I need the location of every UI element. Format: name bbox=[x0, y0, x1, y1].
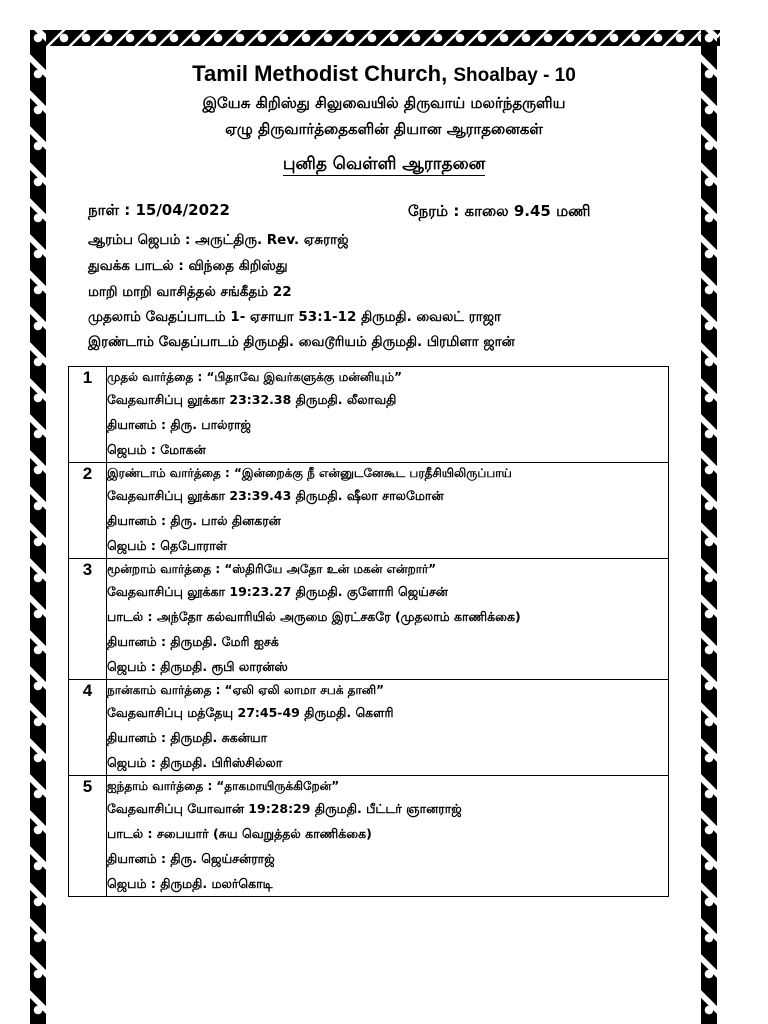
scripture-reading: வேதவாசிப்பு யோவான் 19:28:29 திருமதி. பீட்டர் ஞானராஜ் bbox=[107, 801, 462, 816]
first-reading: முதலாம் வேதப்பாடம் 1- ஏசாயா 53:1-12 திருமதி. வைலட் ராஜா bbox=[88, 309, 502, 325]
word-details bbox=[107, 559, 669, 680]
ornamental-border-top bbox=[34, 30, 720, 46]
word-number: 1 bbox=[69, 367, 107, 463]
word-title: முதல் வார்த்தை : “பிதாவே இவர்களுக்கு மன்னியும்” bbox=[107, 370, 403, 384]
word-details bbox=[107, 367, 669, 463]
scripture-reading: வேதவாசிப்பு மத்தேயு 27:45-49 திருமதி. கௌரி bbox=[107, 705, 394, 720]
opening-prayer: ஆரம்ப ஜெபம் : அருட்திரு. Rev. ஏசுராஜ் bbox=[88, 232, 349, 248]
word-details bbox=[107, 776, 669, 897]
prayer: ஜெபம் : திருமதி. பிரிஸ்சில்லா bbox=[107, 755, 283, 770]
song: பாடல் : அந்தோ கல்வாரியில் அருமை இரட்சகரே (முதலாம் காணிக்கை) bbox=[107, 609, 521, 624]
prayer: ஜெபம் : திருமதி. மலர்கொடி bbox=[107, 876, 273, 891]
subtitle-line-2: ஏழு திருவார்த்தைகளின் தியான ஆராதனைகள் bbox=[225, 120, 543, 138]
service-date: நாள் : 15/04/2022 bbox=[88, 201, 230, 219]
prayer: ஜெபம் : மோகன் bbox=[107, 442, 206, 457]
ornamental-border-right bbox=[701, 30, 717, 1024]
meditation: தியானம் : திரு. பால் தினகரன் bbox=[107, 513, 281, 528]
prayer: ஜெபம் : தெபோராள் bbox=[107, 538, 228, 553]
word-number: 4 bbox=[69, 680, 107, 776]
words-table bbox=[68, 366, 669, 897]
table-row bbox=[69, 776, 669, 897]
word-number: 2 bbox=[69, 463, 107, 559]
meditation: தியானம் : திரு. பால்ராஜ் bbox=[107, 417, 251, 432]
scripture-reading: வேதவாசிப்பு லூக்கா 19:23.27 திருமதி. குளோரி ஜெய்சன் bbox=[107, 584, 448, 599]
page-title bbox=[0, 60, 768, 90]
prayer: ஜெபம் : திருமதி. ரூபி லாரன்ஸ் bbox=[107, 659, 288, 674]
meditation: தியானம் : திருமதி. மேரி ஐசக் bbox=[107, 634, 279, 649]
meditation: தியானம் : திருமதி. சுகன்யா bbox=[107, 730, 268, 745]
word-title: நான்காம் வார்த்தை : “ஏலி ஏலி லாமா சபக் தானி” bbox=[107, 683, 385, 697]
service-time: நேரம் : காலை 9.45 மணி bbox=[408, 202, 591, 220]
word-title: இரண்டாம் வார்த்தை : “இன்றைக்கு நீ என்னுடனேகூட பரதீசியிலிருப்பாய் bbox=[107, 466, 512, 480]
scripture-reading: வேதவாசிப்பு லூக்கா 23:39.43 திருமதி. ஷீலா சாலமோன் bbox=[107, 488, 444, 503]
table-row bbox=[69, 559, 669, 680]
table-row bbox=[69, 680, 669, 776]
song: பாடல் : சபையார் (சுய வெறுத்தல் காணிக்கை) bbox=[107, 826, 372, 841]
table-row bbox=[69, 463, 669, 559]
responsive-reading: மாறி மாறி வாசித்தல் சங்கீதம் 22 bbox=[88, 284, 292, 300]
ornamental-border-left bbox=[30, 30, 46, 1024]
word-details bbox=[107, 463, 669, 559]
meditation: தியானம் : திரு. ஜெய்சன்ராஜ் bbox=[107, 851, 275, 866]
church-name: Tamil Methodist Church, bbox=[192, 61, 448, 86]
word-title: மூன்றாம் வார்த்தை : “ஸ்திரியே அதோ உன் மகன் என்றார்” bbox=[107, 562, 437, 576]
subtitle-line-1: இயேசு கிறிஸ்து சிலுவையில் திருவாய் மலர்ந்தருளிய bbox=[202, 94, 566, 112]
opening-song: துவக்க பாடல் : விந்தை கிறிஸ்து bbox=[88, 258, 288, 274]
word-number: 3 bbox=[69, 559, 107, 680]
word-details bbox=[107, 680, 669, 776]
table-row bbox=[69, 367, 669, 463]
word-title: ஐந்தாம் வார்த்தை : “தாகமாயிருக்கிறேன்” bbox=[107, 779, 340, 793]
service-title: புனித வெள்ளி ஆராதனை bbox=[282, 154, 486, 174]
second-reading: இரண்டாம் வேதப்பாடம் திருமதி. வைடூரியம் திருமதி. பிரமிளா ஜான் bbox=[88, 334, 515, 350]
word-number: 5 bbox=[69, 776, 107, 897]
scripture-reading: வேதவாசிப்பு லூக்கா 23:32.38 திருமதி. லீலாவதி bbox=[107, 392, 397, 407]
church-location: Shoalbay - 10 bbox=[453, 65, 576, 86]
